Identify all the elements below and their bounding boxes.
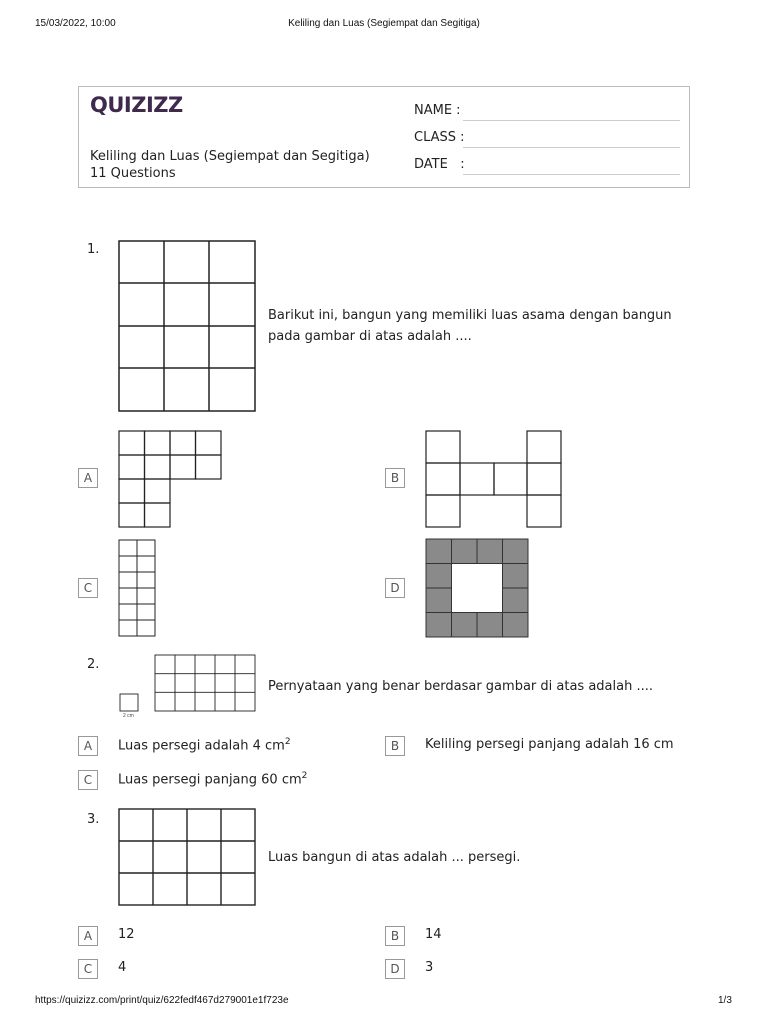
q1-option-c-figure [118, 539, 156, 637]
q2-option-c-text [118, 771, 307, 787]
q1-option-b-figure [425, 430, 563, 528]
question-2-number: 2. [87, 657, 100, 672]
class-label: CLASS : [414, 130, 465, 145]
question-3-figure [118, 808, 257, 906]
q2-option-a-text [118, 737, 291, 753]
question-1-text: Barikut ini, bangun yang memiliki luas asama dengan bangun pada gambar di atas adalah .... [268, 308, 672, 344]
date-label: DATE : [414, 157, 465, 172]
question-2-figure-label: 2 cm [123, 713, 134, 719]
class-field[interactable] [463, 147, 680, 148]
question-3-text: Luas bangun di atas adalah ... persegi. [268, 850, 521, 865]
quizizz-logo: QUIZIZZ [90, 93, 183, 117]
q3-option-a[interactable]: A [78, 926, 98, 946]
q1-option-d-figure [425, 538, 530, 638]
question-count: 11 Questions [90, 166, 176, 181]
name-label: NAME : [414, 103, 461, 118]
q3-option-c-text: 4 [118, 960, 127, 975]
q2-option-a[interactable]: A [78, 736, 98, 756]
quiz-title: Keliling dan Luas (Segiempat dan Segitiga) [90, 149, 370, 164]
q2-option-a-unit-sup: 2 [284, 737, 291, 747]
print-page-number: 1/3 [718, 995, 732, 1006]
q2-option-c-unit-sup: 2 [301, 771, 308, 781]
q3-option-d-text: 3 [425, 960, 434, 975]
q3-option-d[interactable]: D [385, 959, 405, 979]
q3-option-b-text: 14 [425, 927, 442, 942]
q1-option-c[interactable]: C [78, 578, 98, 598]
question-1-number: 1. [87, 242, 100, 257]
print-date: 15/03/2022, 10:00 [35, 18, 116, 29]
q2-option-a-label: Luas persegi adalah 4 cm [118, 738, 285, 754]
print-title: Keliling dan Luas (Segiempat dan Segitiga) [288, 18, 480, 29]
q2-option-c-label: Luas persegi panjang 60 cm [118, 772, 302, 788]
print-url[interactable]: https://quizizz.com/print/quiz/622fedf467d279001e1f723e [35, 995, 289, 1006]
date-field[interactable] [463, 174, 680, 175]
q2-option-c[interactable]: C [78, 770, 98, 790]
q1-option-d[interactable]: D [385, 578, 405, 598]
q1-option-a-figure [118, 430, 224, 528]
q1-option-a[interactable]: A [78, 468, 98, 488]
question-2-figure [118, 654, 258, 720]
question-3-number: 3. [87, 812, 100, 827]
question-2-text: Pernyataan yang benar berdasar gambar di atas adalah .... [268, 679, 653, 694]
q3-option-c[interactable]: C [78, 959, 98, 979]
q2-option-b-text: Keliling persegi panjang adalah 16 cm [425, 737, 674, 752]
question-1-figure [118, 240, 256, 412]
quiz-header-box [78, 86, 690, 188]
q1-option-b[interactable]: B [385, 468, 405, 488]
q3-option-a-text: 12 [118, 927, 135, 942]
q3-option-b[interactable]: B [385, 926, 405, 946]
q2-option-b[interactable]: B [385, 736, 405, 756]
name-field[interactable] [463, 120, 680, 121]
